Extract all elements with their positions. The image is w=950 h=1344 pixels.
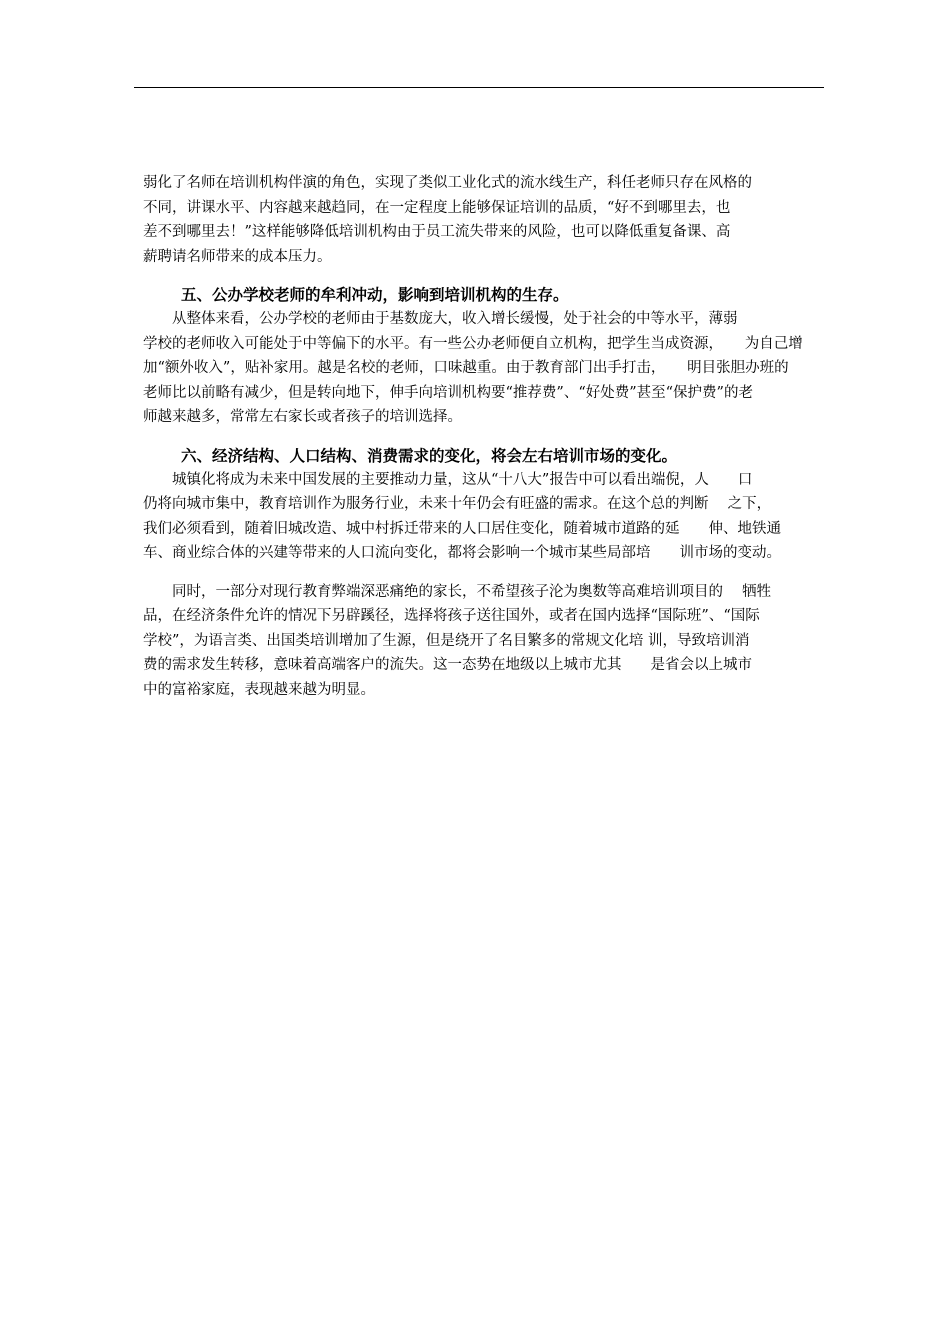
text-line: 学校的老师收入可能处于中等偏下的水平。有一些公办老师便自立机构，把学生当成资源， 为自己增: [143, 335, 803, 352]
text-line: 差不到哪里去！”这样能够降低培训机构由于员工流失带来的风险，也可以降低重复备课、高: [143, 224, 731, 240]
text-line: 同时，一部分对现行教育弊端深恶痛绝的家长，不希望孩子沦为奥数等高难培训项目的 牺牲: [172, 583, 772, 600]
text-line: 我们必须看到，随着旧城改造、城中村拆迁带来的人口居住变化，随着城市道路的延 伸、地铁通: [143, 520, 781, 537]
text-line: 加“额外收入”，贴补家用。越是名校的老师，口味越重。由于教育部门出手打击， 明目张胆办班的: [143, 360, 789, 376]
document-body: [143, 171, 813, 702]
paragraph-4: [143, 580, 813, 703]
paragraph-1: [143, 171, 813, 269]
section-heading-5: 五、公办学校老师的牟利冲动，影响到培训机构的生存。: [181, 286, 569, 304]
text-line: 薪聘请名师带来的成本压力。: [143, 248, 332, 265]
section-heading-6: 六、经济结构、人口结构、消费需求的变化，将会左右培训市场的变化。: [181, 446, 678, 465]
text-line: 仍将向城市集中，教育培训作为服务行业，未来十年仍会有旺盛的需求。在这个总的判断 之下，: [143, 496, 772, 512]
text-line: 城镇化将成为未来中国发展的主要推动力量，这从“十八大”报告中可以看出端倪，人 口: [172, 471, 753, 488]
text-line: 从整体来看，公办学校的老师由于基数庞大，收入增长缓慢，处于社会的中等水平，薄弱: [172, 311, 738, 327]
header-rule: [134, 87, 824, 88]
text-line: 车、商业综合体的兴建等带来的人口流向变化，都将会影响一个城市某些局部培 训市场的变动。: [143, 545, 781, 561]
text-line: 中的富裕家庭，表现越来越为明显。: [143, 681, 375, 698]
text-line: 师越来越多，常常左右家长或者孩子的培训选择。: [143, 409, 462, 425]
text-line: 不同，讲课水平、内容越来越趋同，在一定程度上能够保证培训的品质，“好不到哪里去，也: [143, 199, 731, 216]
text-line: 弱化了名师在培训机构伴演的角色，实现了类似工业化式的流水线生产，科任老师只存在风格的: [143, 175, 752, 191]
text-line: 老师比以前略有减少，但是转向地下，伸手向培训机构要“推荐费”、“好处费”甚至“保护费”的老: [143, 384, 753, 401]
paragraph-3: [143, 468, 813, 566]
text-line: 品，在经济条件允许的情况下另辟蹊径，选择将孩子送往国外，或者在国内选择“国际班”、“国际: [143, 608, 760, 624]
paragraph-2: [143, 307, 813, 430]
text-line: 费的需求发生转移，意味着高端客户的流失。这一态势在地级以上城市尤其 是省会以上城市: [143, 657, 752, 673]
text-line: 学校”，为语言类、出国类培训增加了生源，但是绕开了名目繁多的常规文化培 训，导致培训消: [143, 632, 750, 649]
